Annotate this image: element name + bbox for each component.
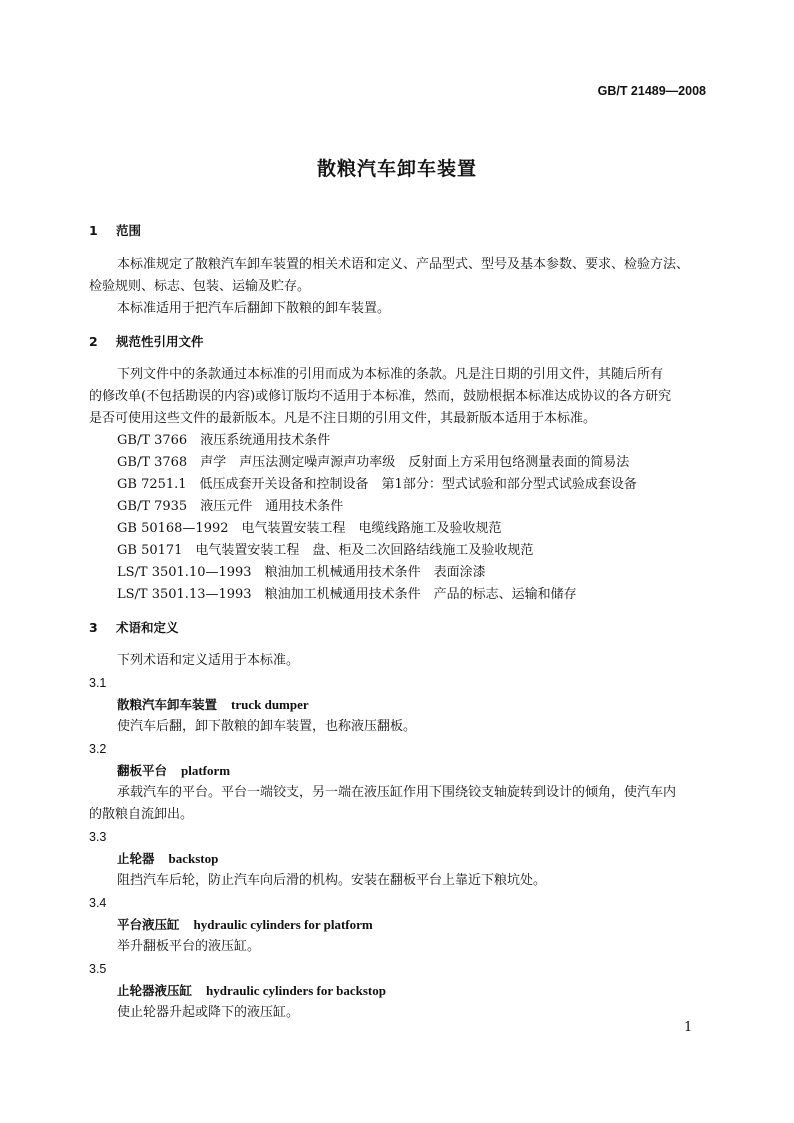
term-heading (117, 848, 218, 870)
paragraph-line: 本标准适用于把汽车后翻卸下散粮的卸车装置。 (117, 301, 391, 316)
reference-item: LS/T 3501.10—1993 粮油加工机械通用技术条件 表面涂漆 (117, 565, 486, 580)
term-heading (117, 694, 309, 716)
term-definition: 使止轮器升起或降下的液压缸。 (117, 1005, 300, 1020)
document-title: 散粮汽车卸车装置 (316, 158, 477, 180)
reference-item: GB 50168—1992 电气装置安装工程 电缆线路施工及验收规范 (117, 521, 502, 536)
section-2-heading (89, 331, 204, 353)
term-en: hydraulic cylinders for platform (193, 917, 373, 932)
term-heading (117, 980, 386, 1002)
section-number: 1 (89, 223, 98, 238)
reference-item: GB/T 3768 声学 声压法测定噪声源声功率级 反射面上方采用包络测量表面的简易法 (117, 455, 630, 470)
term-number: 3.5 (89, 962, 107, 976)
term-en: backstop (168, 851, 219, 866)
section-3-heading (89, 617, 179, 639)
term-zh: 平台液压缸 (117, 917, 180, 932)
term-zh: 止轮器液压缸 (117, 983, 193, 998)
reference-item: LS/T 3501.13—1993 粮油加工机械通用技术条件 产品的标志、运输和储存 (117, 587, 577, 602)
section-number: 3 (89, 620, 98, 635)
term-number: 3.2 (89, 742, 107, 756)
section-title: 术语和定义 (116, 620, 179, 635)
term-number: 3.4 (89, 896, 107, 910)
section-number: 2 (89, 334, 98, 349)
section-title: 规范性引用文件 (116, 334, 204, 349)
paragraph-line: 的修改单(不包括勘误的内容)或修订版均不适用于本标准，然而，鼓励根据本标准达成协议的各方研究 (89, 389, 672, 404)
term-definition: 的散粮自流卸出。 (89, 807, 194, 822)
paragraph-line: 本标准规定了散粮汽车卸车装置的相关术语和定义、产品型式、型号及基本参数、要求、检验方法、 (117, 257, 690, 272)
term-zh: 翻板平台 (117, 763, 168, 778)
reference-item: GB 50171 电气装置安装工程 盘、柜及二次回路结线施工及验收规范 (117, 543, 534, 558)
term-heading (117, 760, 230, 782)
page-number: 1 (684, 1020, 693, 1035)
section-1-heading (89, 220, 141, 242)
section-title: 范围 (116, 223, 142, 238)
reference-item: GB/T 3766 液压系统通用技术条件 (117, 433, 331, 448)
paragraph-line: 是否可使用这些文件的最新版本。凡是不注日期的引用文件，其最新版本适用于本标准。 (89, 411, 597, 426)
term-definition: 承载汽车的平台。平台一端铰支，另一端在液压缸作用下围绕铰支轴旋转到设计的倾角，使汽车内 (117, 785, 677, 800)
term-en: truck dumper (231, 697, 309, 712)
term-zh: 散粮汽车卸车装置 (117, 697, 218, 712)
term-heading (117, 914, 373, 936)
paragraph-line: 检验规则、标志、包装、运输及贮存。 (89, 279, 311, 294)
term-definition: 举升翻板平台的液压缸。 (117, 939, 261, 954)
term-number: 3.1 (89, 676, 107, 690)
term-definition: 阻挡汽车后轮，防止汽车向后滑的机构。安装在翻板平台上靠近下粮坑处。 (117, 873, 547, 888)
term-en: hydraulic cylinders for backstop (206, 983, 386, 998)
standard-code: GB/T 21489—2008 (597, 84, 706, 98)
term-zh: 止轮器 (117, 851, 155, 866)
reference-item: GB/T 7935 液压元件 通用技术条件 (117, 499, 344, 514)
term-definition: 使汽车后翻，卸下散粮的卸车装置，也称液压翻板。 (117, 719, 417, 734)
term-en: platform (181, 763, 231, 778)
reference-item: GB 7251.1 低压成套开关设备和控制设备 第1部分：型式试验和部分型式试验成套设备 (117, 477, 637, 492)
paragraph-line: 下列文件中的条款通过本标准的引用而成为本标准的条款。凡是注日期的引用文件，其随后所有 (117, 367, 664, 382)
term-number: 3.3 (89, 830, 107, 844)
paragraph-line: 下列术语和定义适用于本标准。 (117, 653, 300, 668)
